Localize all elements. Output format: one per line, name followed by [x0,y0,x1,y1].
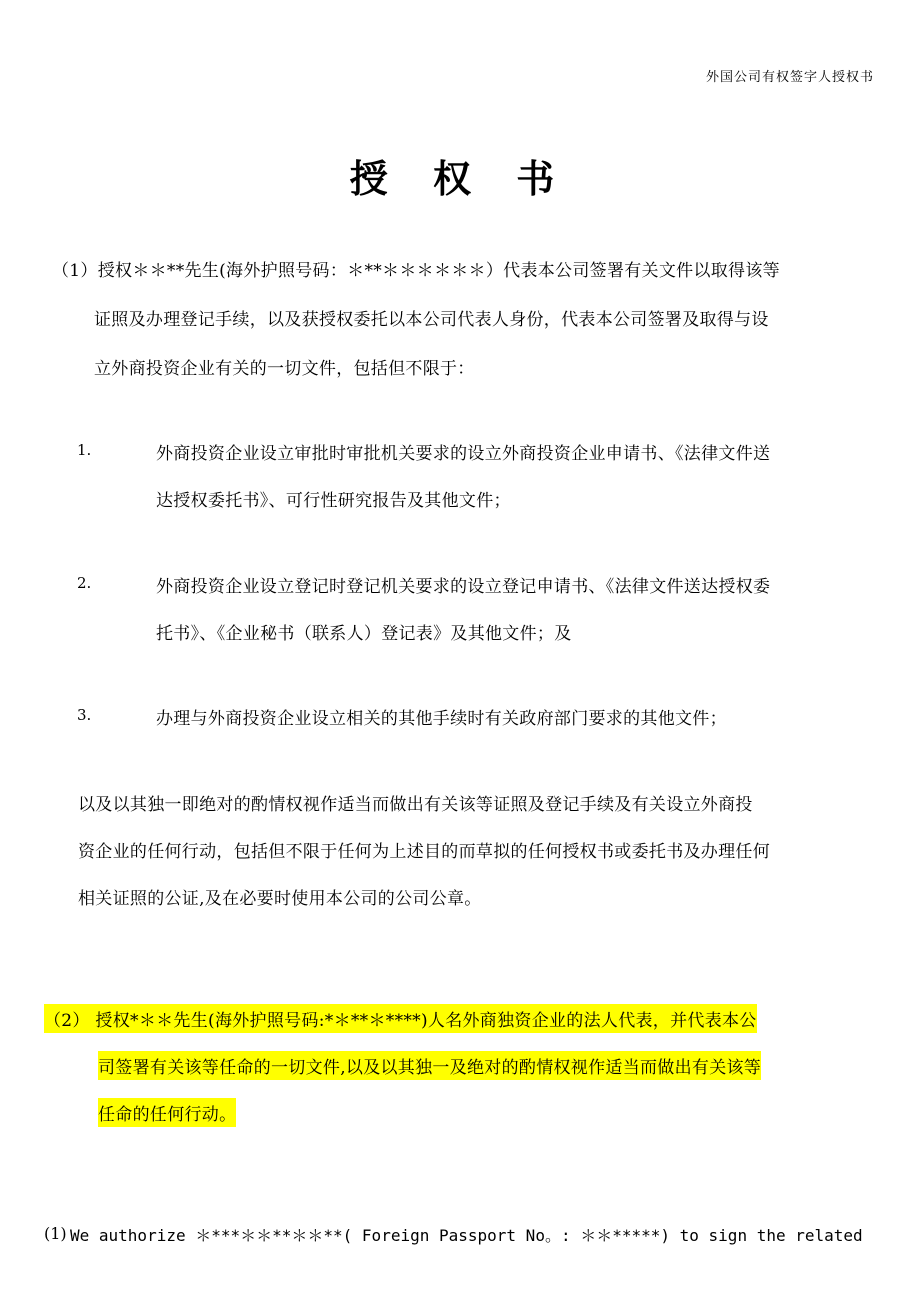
list-item-line: 办理与外商投资企业设立相关的其他手续时有关政府部门要求的其他文件； [156,709,727,729]
english-clause-text: We authorize ＊***＊＊**＊＊**( Foreign Passport No。: ＊＊*****) to sign the related [70,1226,863,1245]
clause-1-tail-line-2: 资企业的任何行动，包括但不限于任何为上述目的而草拟的任何授权书或委托书及办理任何 [78,842,770,862]
list-item-line: 达授权委托书》、可行性研究报告及其他文件； [156,491,511,511]
clause-1-line-2: 证照及办理登记手续，以及获授权委托以本公司代表人身份，代表本公司签署及取得与设 [94,310,769,330]
list-item-number: 3. [77,706,92,724]
list-item-number: 1. [77,441,92,459]
clause-2-line-3: 任命的任何行动。 [98,1098,236,1127]
clause-1-tail-line-3: 相关证照的公证,及在必要时使用本公司的公司公章。 [78,889,482,909]
clause-1-line-1: （1）授权＊＊**先生(海外护照号码：＊**＊＊＊＊＊＊）代表本公司签署有关文件以取得该等 [52,261,780,281]
list-item-line: 托书》、《企业秘书（联系人）登记表》及其他文件；及 [156,624,572,644]
clause-2-line-2: 司签署有关该等任命的一切文件,以及以其独一及绝对的酌情权视作适当而做出有关该等 [98,1051,761,1080]
clause-2-line-1: （2） 授权*＊＊先生(海外护照号码:*＊**＊****)人名外商独资企业的法人代表，并代表本公 [44,1004,757,1033]
clause-1-line-3: 立外商投资企业有关的一切文件，包括但不限于： [94,359,475,379]
document-title: 授 权 书 [349,156,571,201]
list-item-number: 2. [77,574,92,592]
list-item-line: 外商投资企业设立登记时登记机关要求的设立登记申请书、《法律文件送达授权委 [156,577,771,597]
running-header: 外国公司有权签字人授权书 [705,70,874,85]
list-item-line: 外商投资企业设立审批时审批机关要求的设立外商投资企业申请书、《法律文件送 [156,444,771,464]
clause-1-tail-line-1: 以及以其独一即绝对的酌情权视作适当而做出有关该等证照及登记手续及有关设立外商投 [78,795,753,815]
english-clause-number: (1) [44,1224,67,1243]
